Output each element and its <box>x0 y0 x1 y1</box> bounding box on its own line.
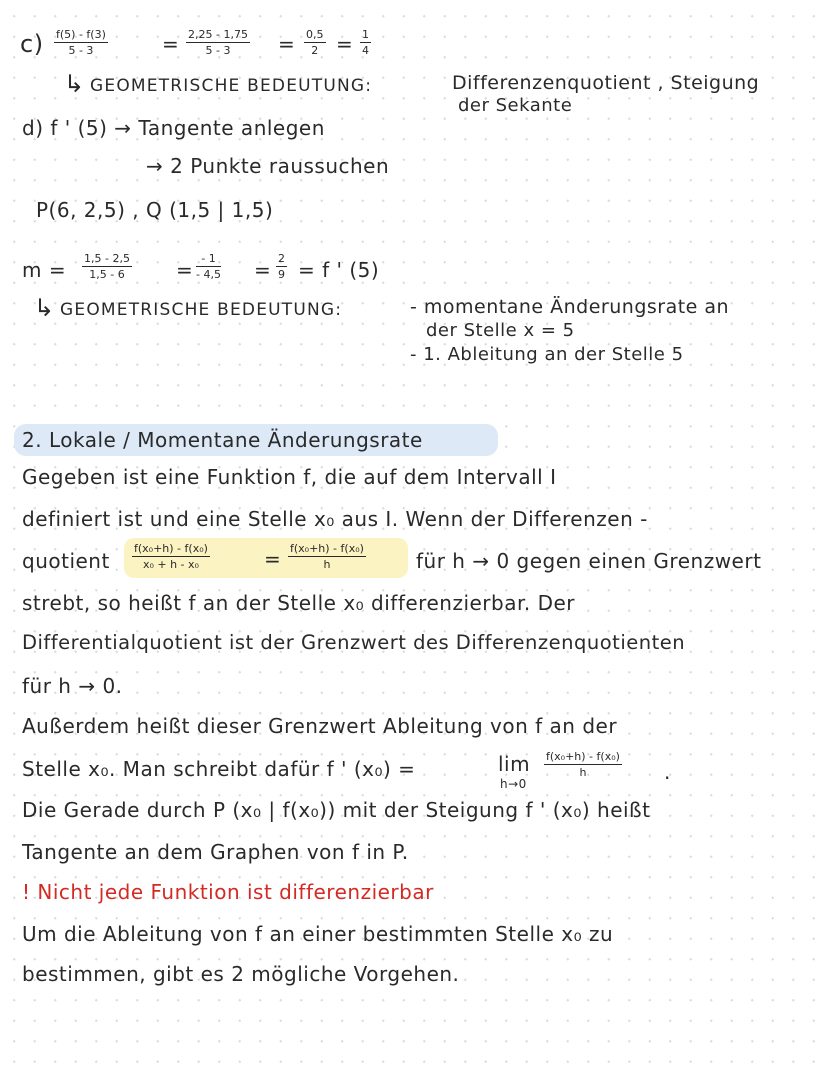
fraction-m1 <box>82 252 132 281</box>
paragraph-line-6: für h → 0. <box>22 674 123 698</box>
fraction-denominator: - 4,5 <box>196 268 221 281</box>
fraction-m2 <box>196 252 221 281</box>
fraction-numerator: 2,25 - 1,75 <box>188 28 248 41</box>
meaning-text-d3: - 1. Ableitung an der Stelle 5 <box>410 344 684 365</box>
part-d-label: d) <box>22 116 44 140</box>
difference-quotient-fraction-2 <box>288 542 366 571</box>
equals-sign: = <box>176 258 194 282</box>
meaning-text-d1: - momentane Änderungsrate an <box>410 296 730 318</box>
fraction-denominator: 5 - 3 <box>205 44 231 57</box>
difference-quotient-fraction-1 <box>132 542 210 571</box>
limit-fraction <box>544 750 622 779</box>
paragraph-line-10: Tangente an dem Graphen von f in P. <box>22 840 409 864</box>
part-d-text-1 <box>22 116 325 140</box>
equals-sign: = <box>264 547 282 571</box>
meaning-text-d2: der Stelle x = 5 <box>426 320 575 341</box>
warning-text: ! Nicht jede Funktion ist differenzierbar <box>22 880 434 904</box>
meaning-text-c1: Differenzenquotient , Steigung <box>452 72 760 94</box>
fraction-m3 <box>276 252 287 281</box>
fraction-denominator: 9 <box>278 268 285 281</box>
fraction-numerator: - 1 <box>196 252 221 267</box>
paragraph-line-7: Außerdem heißt dieser Grenzwert Ableitung von f an der <box>22 714 618 738</box>
equals-sign: = <box>278 32 296 56</box>
fraction-numerator: 0,5 <box>306 28 324 41</box>
part-c-label: c) <box>20 30 44 58</box>
paragraph-line-3-end: für h → 0 gegen einen Grenzwert <box>416 549 762 573</box>
fraction-numerator: f(x₀+h) - f(x₀) <box>546 750 620 763</box>
paragraph-line-5: Differentialquotient ist der Grenzwert des Differenzenquotienten <box>22 631 686 654</box>
fraction-numerator: 2 <box>278 252 285 265</box>
limit-symbol: lim <box>498 752 531 776</box>
fraction-c4 <box>360 28 371 57</box>
fraction-numerator: f(5) - f(3) <box>56 28 106 41</box>
fraction-c3 <box>304 28 326 57</box>
fraction-numerator: f(x₀+h) - f(x₀) <box>134 542 208 555</box>
fraction-denominator: h <box>579 766 587 779</box>
meaning-text-c2: der Sekante <box>458 95 573 116</box>
fraction-c2 <box>186 28 250 57</box>
limit-subscript: h→0 <box>500 777 527 791</box>
slope-result: = f ' (5) <box>298 258 380 282</box>
paragraph-line-3-start: quotient <box>22 549 110 573</box>
fraction-numerator: 1 <box>362 28 369 41</box>
fraction-numerator: f(x₀+h) - f(x₀) <box>290 542 364 555</box>
part-d-step-2: → 2 Punkte raussuchen <box>146 154 390 178</box>
fraction-denominator: 2 <box>311 44 319 57</box>
section-heading: 2. Lokale / Momentane Änderungsrate <box>22 428 423 452</box>
paragraph-line-1: Gegeben ist eine Funktion f, die auf dem Intervall I <box>22 465 557 489</box>
paragraph-line-9: Die Gerade durch P (x₀ | f(x₀)) mit der Steigung f ' (x₀) heißt <box>22 798 651 822</box>
arrow-icon: ↳ <box>34 294 55 322</box>
points-line: P(6, 2,5) , Q (1,5 | 1,5) <box>36 198 274 222</box>
arrow-icon: ↳ <box>64 70 85 98</box>
fraction-denominator: 5 - 3 <box>68 44 94 57</box>
geometric-meaning-label-c: GEOMETRISCHE BEDEUTUNG: <box>90 76 373 96</box>
slope-label: m = <box>22 258 67 282</box>
paragraph-line-11: Um die Ableitung von f an einer bestimmten Stelle x₀ zu <box>22 922 614 946</box>
part-d-step-1: f ' (5) → Tangente anlegen <box>50 116 325 140</box>
fraction-denominator: 1,5 - 6 <box>89 268 125 281</box>
fraction-denominator: x₀ + h - x₀ <box>142 558 199 571</box>
paragraph-line-4: strebt, so heißt f an der Stelle x₀ differenzierbar. Der <box>22 591 576 615</box>
paragraph-line-8-end: . <box>664 760 671 784</box>
paragraph-line-12: bestimmen, gibt es 2 mögliche Vorgehen. <box>22 962 460 986</box>
equals-sign: = <box>162 32 180 56</box>
geometric-meaning-label-d: GEOMETRISCHE BEDEUTUNG: <box>60 300 343 320</box>
fraction-denominator: h <box>323 558 331 571</box>
fraction-c1 <box>54 28 108 57</box>
paragraph-line-2: definiert ist und eine Stelle x₀ aus I. Wenn der Differenzen - <box>22 507 648 531</box>
fraction-denominator: 4 <box>362 44 369 57</box>
paragraph-line-8-start: Stelle x₀. Man schreibt dafür f ' (x₀) = <box>22 757 416 781</box>
equals-sign: = <box>336 32 354 56</box>
fraction-numerator: 1,5 - 2,5 <box>84 252 130 265</box>
equals-sign: = <box>254 258 272 282</box>
